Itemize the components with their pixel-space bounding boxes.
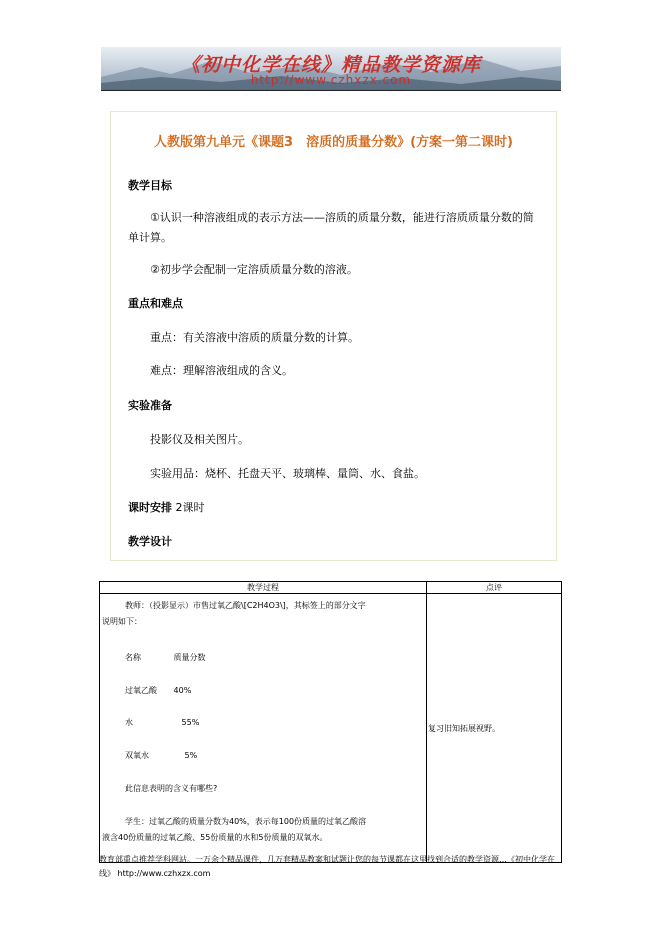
row-water [125,717,199,728]
goals-heading: 教学目标 [128,179,172,192]
banner-title: 《初中化学在线》精品教学资源库 [180,54,481,76]
row-value: 40% [173,686,192,695]
goal-2: ②初步学会配制一定溶质质量分数的溶液。 [150,263,358,276]
intro-line-1: 教师：（投影显示）市售过氧乙酸\[C2H4O3\]，其标签上的部分文字 [125,601,366,610]
col-comment-header: 点评 [427,582,562,594]
intro-line-2: 说明如下： [102,617,142,626]
footer-url[interactable]: http://www.czhxzx.com [117,869,211,878]
row-name: 过氧乙酸 [125,686,157,695]
prep-heading: 实验准备 [128,399,172,412]
col-process-header: 教学过程 [100,582,427,594]
footer [99,853,569,881]
header-name: 名称 [125,653,141,662]
label-header [125,652,206,663]
difficult-point: 难点：理解溶液组成的含义。 [150,364,293,377]
question-line: 此信息表明的含义有哪些? [125,784,218,793]
row-name: 双氧水 [125,751,149,760]
goal-1: ①认识一种溶液组成的表示方法——溶质的质量分数，能进行溶质质量分数的简单计算。 [128,211,534,244]
row-peroxide [125,750,197,761]
design-heading: 教学设计 [128,535,172,548]
site-banner [101,47,561,91]
lesson-panel [110,111,557,561]
row-name: 水 [125,718,133,727]
row-peracetic [125,685,191,696]
process-cell [100,594,427,863]
teaching-table [99,581,562,863]
prep-2: 实验用品：烧杯、托盘天平、玻璃棒、量筒、水、食盐。 [150,467,425,480]
row-value: 55% [181,718,200,727]
comment-cell: 复习旧知拓展视野。 [427,594,562,863]
key-heading: 重点和难点 [128,297,183,310]
answer-line-2: 液含40份质量的过氧乙酸、55份质量的水和5份质量的双氧水。 [102,833,328,842]
document-title: 人教版第九单元《课题3 溶质的质量分数》(方案一第二课时) [154,135,513,150]
row-value: 5% [184,751,198,760]
schedule-line [128,498,205,518]
footer-text: 教育部重点推荐学科网站。一万余个精品课件，几万套精品教案和试题让您的每节课都在这里找到合适的教学资源…《初中化学在线》 [99,855,555,878]
key-point: 重点：有关溶液中溶质的质量分数的计算。 [150,331,359,344]
banner-url[interactable]: http://www.czhxzx.com [250,73,412,87]
answer-line-1: 学生：过氧乙酸的质量分数为40%，表示每100份质量的过氧乙酸溶 [125,817,367,826]
schedule-value: 2课时 [175,501,205,514]
header-fraction: 质量分数 [173,653,206,662]
schedule-heading: 课时安排 [128,501,172,514]
prep-1: 投影仪及相关图片。 [150,433,249,446]
